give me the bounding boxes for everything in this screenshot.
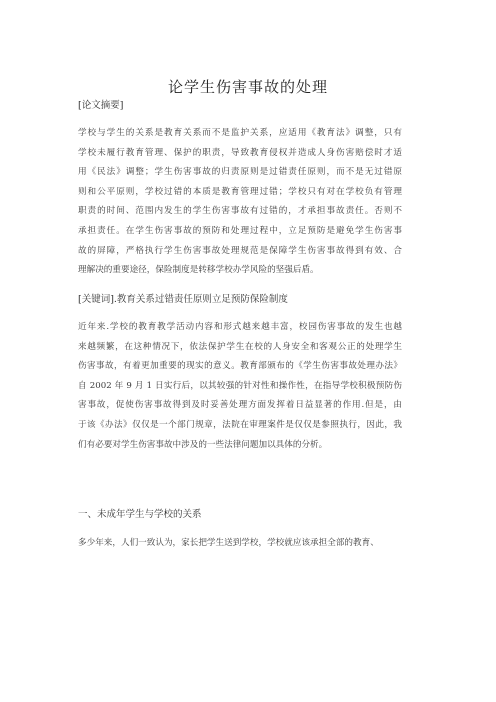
document-title: 论学生伤害事故的处理 xyxy=(167,78,328,96)
abstract-line: 则和公平原则，学校过错的本质是教育管理过错；学校只有对在学校负有管理 xyxy=(78,186,402,197)
abstract-line: 职责的时间、范围内发生的学生伤害事故有过错的，才承担事故责任。否则不 xyxy=(78,206,402,217)
abstract-line: 学校与学生的关系是教育关系而不是监护关系，应适用《教育法》调整，只有 xyxy=(78,128,402,138)
abstract-line: 故的屏障，严格执行学生伤害事故处理规范是保障学生伤害事故得到有效、合 xyxy=(78,245,402,256)
intro-line: 近年来.学校的教育教学活动内容和形式越来越丰富，校园伤害事故的发生也越 xyxy=(78,322,402,332)
intro-line: 害事故，促使伤害事故得到及时妥善处理方面发挥着日益显著的作用.但是，由 xyxy=(78,400,402,411)
intro-line: 于该《办法》仅仅是一个部门规章，法院在审理案件是仅仅是参照执行，因此，我 xyxy=(78,419,402,430)
intro-line: 自 2002 年 9 月 1 日实行后，以其较强的针对性和操作性，在指导学校积极预防伤 xyxy=(78,380,402,391)
abstract-line: 用《民法》调整；学生伤害事故的归责原则是过错责任原则，而不是无过错原 xyxy=(78,167,402,178)
section-1-line: 多少年来，人们一致认为，家长把学生送到学校，学校就应该承担全部的教育、 xyxy=(78,538,379,548)
abstract-line: 承担责任。在学生伤害事故的预防和处理过程中，立足预防是避免学生伤害事 xyxy=(78,225,402,236)
section-1-paragraph xyxy=(78,534,402,554)
intro-paragraph xyxy=(78,318,402,455)
abstract-paragraph xyxy=(78,124,402,281)
abstract-label: [论文摘要] xyxy=(78,100,124,111)
section-1-heading: 一、未成年学生与学校的关系 xyxy=(78,509,202,520)
abstract-line: 理解决的重要途径，保险制度是转移学校办学风险的坚强后盾。 xyxy=(78,265,319,276)
keywords-label: [关键词].教育关系过错责任原则立足预防保险制度 xyxy=(78,294,288,305)
intro-line: 伤害事故，有着更加重要的现实的意义。教育部颁布的《学生伤害事故处理办法》 xyxy=(78,361,402,372)
intro-line: 来越频繁，在这种情况下，依法保护学生在校的人身安全和客观公正的处理学生 xyxy=(78,341,402,352)
intro-line: 们有必要对学生伤害事故中涉及的一些法律问题加以具体的分析。 xyxy=(78,439,328,450)
abstract-line: 学校未履行教育管理、保护的职责，导致教育侵权并造成人身伤害赔偿时才适 xyxy=(78,147,402,158)
